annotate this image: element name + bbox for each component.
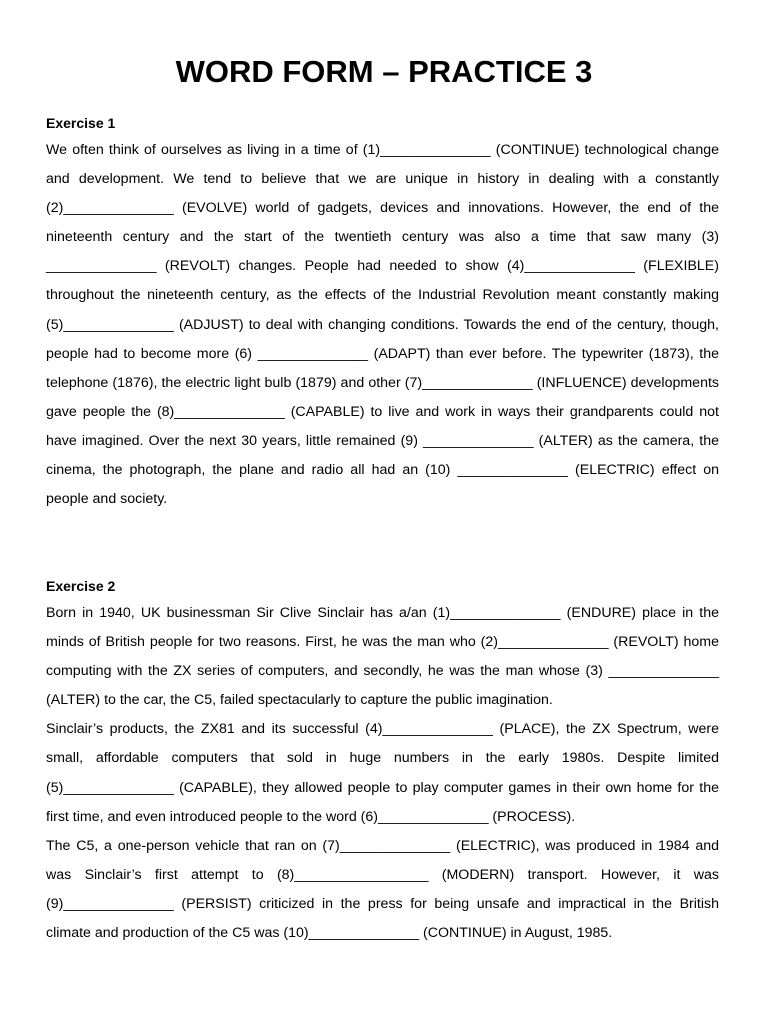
exercise-2-heading: Exercise 2 — [46, 578, 116, 594]
exercise-2-paragraph-3: The C5, a one-person vehicle that ran on (7)______________ (ELECTRIC), was produced in 1984 and was Sinclair’s first attempt to (8)_________________ (MODERN) transport. However, it was (9)______________ (PERSIST) criticized in the press for being unsafe and impractical in the British climate and production of the C5 was (10)______________ (CONTINUE) in August, 1985. — [46, 837, 719, 942]
exercise-1-paragraph: We often think of ourselves as living in a time of (1)______________ (CONTINUE) technological change and development. We tend to believe that we are unique in history in dealing with a constantly (2)______________ (EVOLVE) world of gadgets, devices and innovations. However, the end of the nineteenth century and the start of the twentieth century was also a time that saw many (3) ______________ (REVOLT) changes. People had needed to show (4)______________ (FLEXIBLE) throughout the nineteenth century, as the effects of the Industrial Revolution meant constantly making (5)______________ (ADJUST) to deal with changing conditions. Towards the end of the century, though, people had to become more (6) ______________ (ADAPT) than ever before. The typewriter (1873), the telephone (1876), the electric light bulb (1879) and other (7)______________ (INFLUENCE) developments gave people the (8)______________ (CAPABLE) to live and work in ways their grandparents could not have imagined. Over the next 30 years, little remained (9) ______________ (ALTER) as the camera, the cinema, the photograph, the plane and radio all had an (10) ______________ (ELECTRIC) effect on people and society. — [46, 142, 719, 508]
exercise-1-text — [46, 136, 719, 514]
exercise-2-paragraph-2: Sinclair’s products, the ZX81 and its successful (4)______________ (PLACE), the ZX Spectrum, were small, affordable computers that sold in huge numbers in the early 1980s. Despite limited (5)______________ (CAPABLE), they allowed people to play computer games in their own home for the first time, and even introduced people to the word (6)______________ (PROCESS). — [46, 721, 719, 825]
page-title: WORD FORM – PRACTICE 3 — [175, 54, 593, 89]
exercise-1-heading: Exercise 1 — [46, 115, 116, 131]
exercise-2-paragraph-1: Born in 1940, UK businessman Sir Clive Sinclair has a/an (1)______________ (ENDURE) place in the minds of British people for two reasons. First, he was the man who (2)______________ (REVOLT) home computing with the ZX series of computers, and secondly, he was the man whose (3) ______________ (ALTER) to the car, the C5, failed spectacularly to capture the public imagination. — [46, 605, 719, 709]
exercise-2-text — [46, 599, 719, 948]
